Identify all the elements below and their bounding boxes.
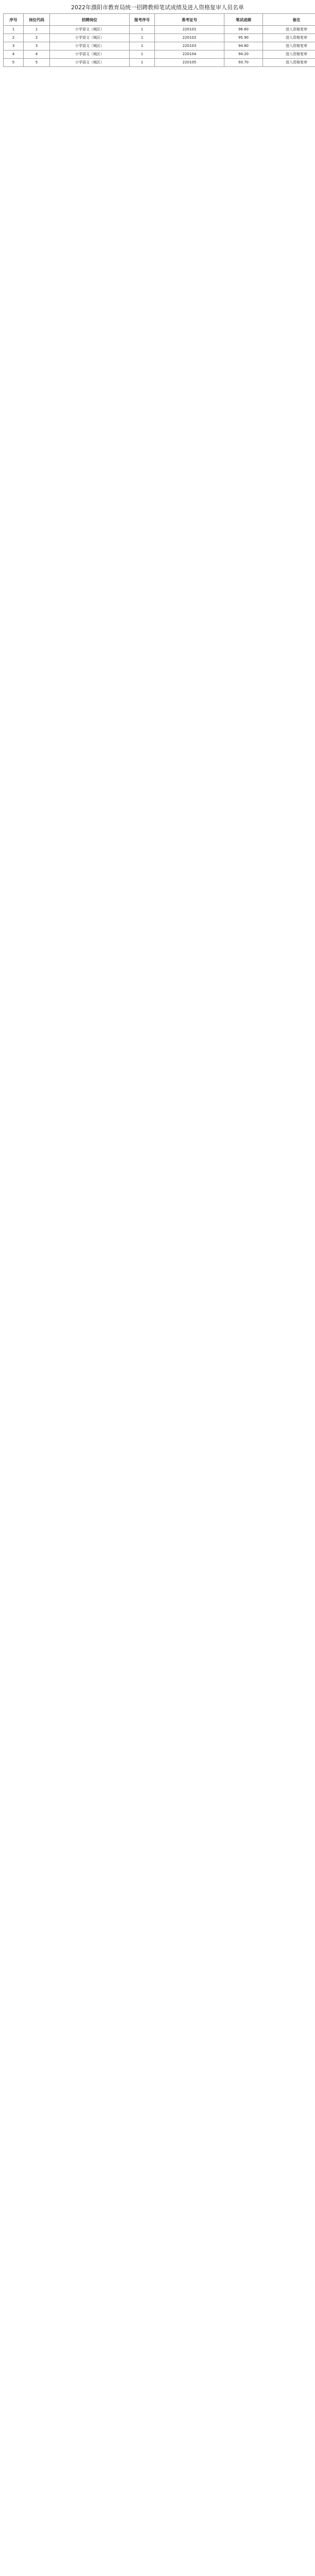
col-header: 招聘岗位 [50,14,130,26]
table-cell: 93.70 [224,59,263,67]
table-cell: 进入资格复审 [263,59,315,67]
table-body [4,26,315,67]
table-cell: 5 [24,59,50,67]
table-cell: 2 [4,34,24,42]
table-cell: 220105 [155,59,224,67]
table-cell: 220103 [155,42,224,50]
table-cell: 95.90 [224,34,263,42]
table-cell: 94.80 [224,42,263,50]
table-cell: 1 [130,42,155,50]
table-cell: 220104 [155,50,224,59]
col-header: 序号 [4,14,24,26]
table-cell: 220101 [155,26,224,34]
table-cell: 进入资格复审 [263,42,315,50]
table-header-row [4,14,315,26]
table-row [4,42,315,50]
document-title: 2022年濮阳市教育局统一招聘教师笔试成绩及进入资格复审人员名单 [71,4,244,11]
table-cell: 3 [4,42,24,50]
table-cell: 1 [130,34,155,42]
table-cell: 小学语文（城区） [50,50,130,59]
document [3,2,312,67]
table-cell: 进入资格复审 [263,26,315,34]
col-header: 报考序号 [130,14,155,26]
table-cell: 1 [4,26,24,34]
col-header: 准考证号 [155,14,224,26]
results-table [3,13,315,67]
table-cell: 96.60 [224,26,263,34]
table-cell: 5 [4,59,24,67]
table-cell: 220102 [155,34,224,42]
table-cell: 1 [130,26,155,34]
table-cell: 1 [130,50,155,59]
col-header: 岗位代码 [24,14,50,26]
table-row [4,59,315,67]
table-cell: 4 [4,50,24,59]
table-cell: 小学语文（城区） [50,42,130,50]
table-cell: 3 [24,42,50,50]
table-cell: 94.20 [224,50,263,59]
table-row [4,26,315,34]
table-cell: 1 [130,59,155,67]
table-cell: 小学语文（城区） [50,34,130,42]
table-cell: 4 [24,50,50,59]
table-cell: 进入资格复审 [263,34,315,42]
table-row [4,50,315,59]
table-cell: 1 [24,26,50,34]
table-cell: 小学语文（城区） [50,59,130,67]
table-cell: 2 [24,34,50,42]
col-header: 备注 [263,14,315,26]
table-row [4,34,315,42]
table-cell: 进入资格复审 [263,50,315,59]
table-cell: 小学语文（城区） [50,26,130,34]
col-header: 笔试成绩 [224,14,263,26]
